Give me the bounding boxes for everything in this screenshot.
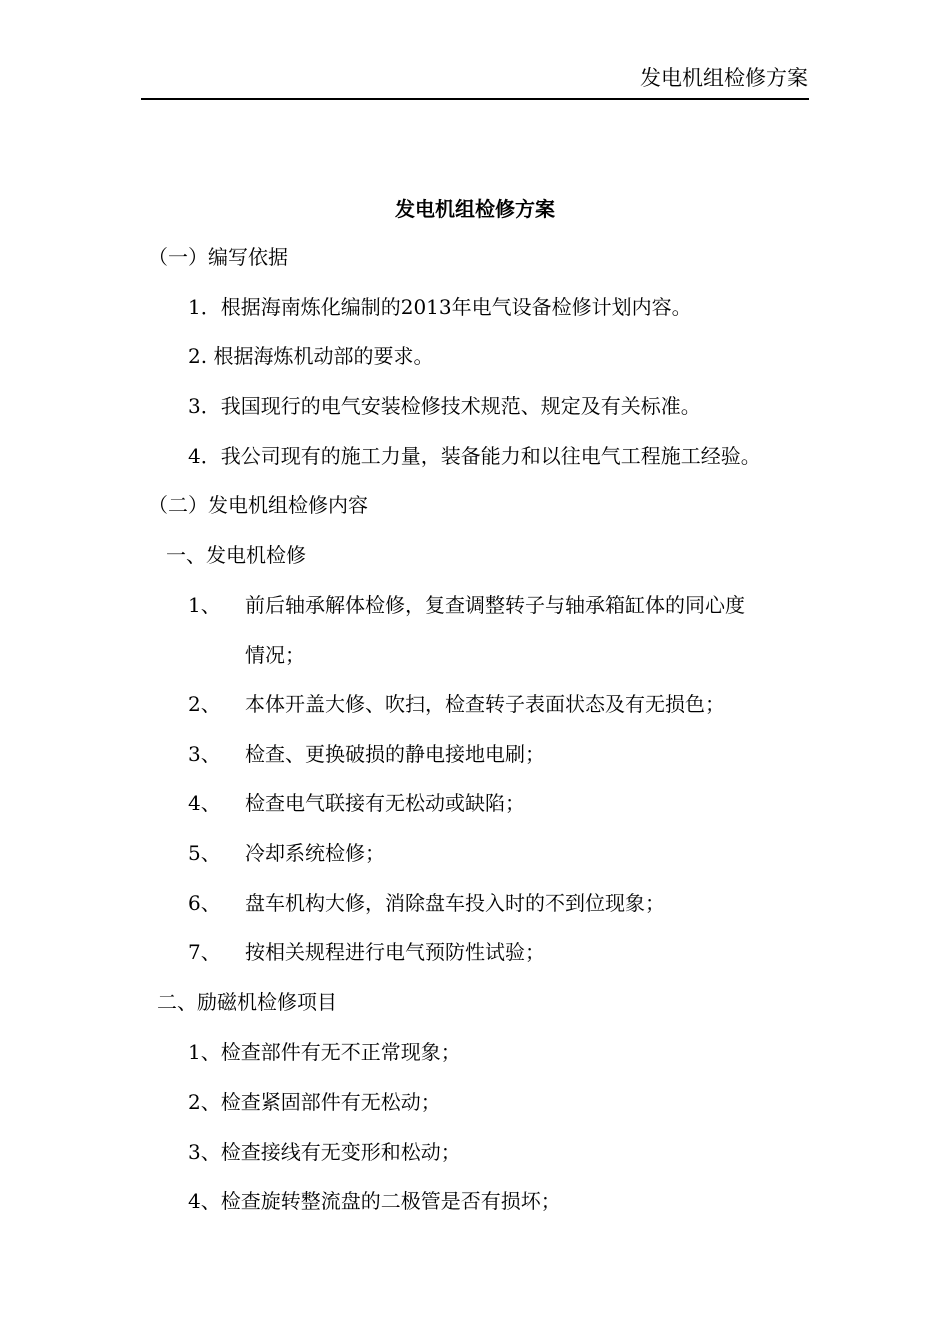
list-item: 按相关规程进行电气预防性试验； [245, 940, 545, 964]
list-item: 4．我公司现有的施工力量，装备能力和以往电气工程施工经验。 [188, 444, 761, 468]
subsection-heading: 一、发电机检修 [166, 543, 306, 567]
list-item: 4、检查旋转整流盘的二极管是否有损坏； [188, 1189, 561, 1213]
document-title: 发电机组检修方案 [395, 197, 555, 221]
subsection-heading: 二、励磁机检修项目 [157, 990, 337, 1014]
list-item-number: 7、 [188, 940, 221, 964]
list-item: 前后轴承解体检修，复查调整转子与轴承箱缸体的同心度 [245, 593, 745, 617]
list-item-number: 4、 [188, 791, 221, 815]
list-item: 1、检查部件有无不正常现象； [188, 1040, 461, 1064]
list-item: 2. 根据海炼机动部的要求。 [188, 344, 434, 368]
list-item: 本体开盖大修、吹扫，检查转子表面状态及有无损色； [245, 692, 725, 716]
list-item: 2、检查紧固部件有无松动； [188, 1090, 441, 1114]
section-heading: （一）编写依据 [148, 245, 288, 269]
running-header: 发电机组检修方案 [640, 66, 808, 90]
list-item: 冷却系统检修； [245, 841, 385, 865]
list-item: 检查电气联接有无松动或缺陷； [245, 791, 525, 815]
list-item-number: 2、 [188, 692, 221, 716]
list-item-number: 1、 [188, 593, 221, 617]
list-item: 检查、更换破损的静电接地电刷； [245, 742, 545, 766]
list-item: 3．我国现行的电气安装检修技术规范、规定及有关标准。 [188, 394, 701, 418]
list-item: 3、检查接线有无变形和松动； [188, 1140, 461, 1164]
list-item-number: 5、 [188, 841, 221, 865]
list-item-continuation: 情况； [245, 643, 305, 667]
list-item-number: 6、 [188, 891, 221, 915]
section-heading: （二）发电机组检修内容 [148, 493, 368, 517]
list-item: 盘车机构大修，消除盘车投入时的不到位现象； [245, 891, 665, 915]
header-rule [141, 98, 809, 100]
list-item: 1．根据海南炼化编制的2013年电气设备检修计划内容。 [188, 295, 692, 319]
list-item-number: 3、 [188, 742, 221, 766]
